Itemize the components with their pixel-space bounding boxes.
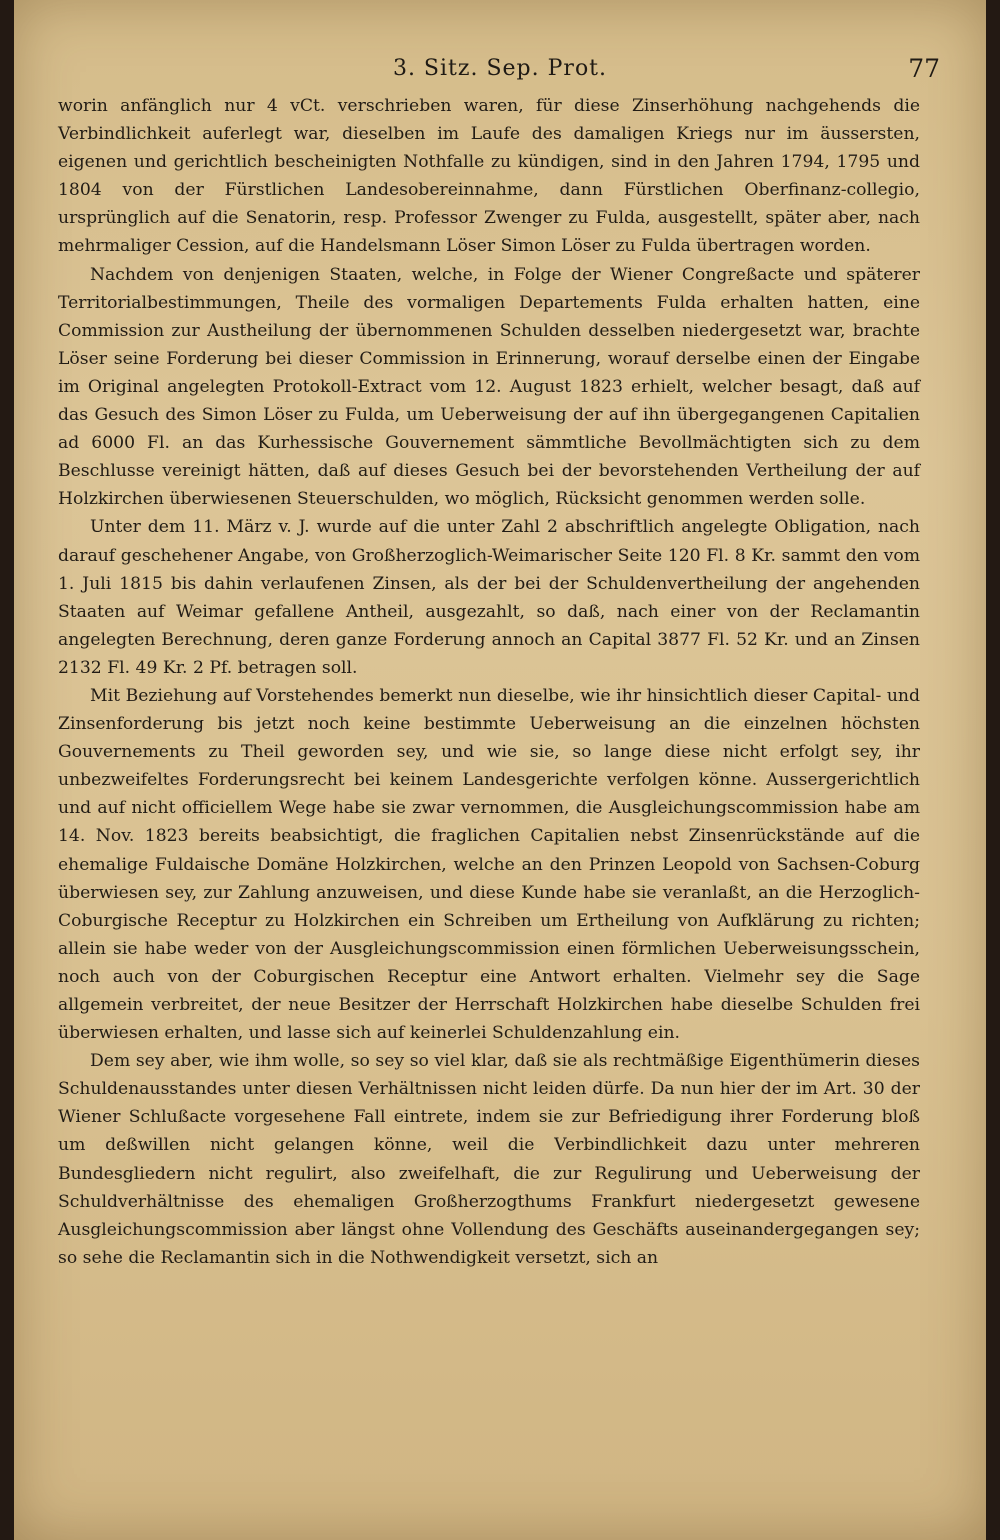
- page-number: 77: [908, 54, 940, 83]
- paragraph-continuation: worin anfänglich nur 4 vCt. verschrieben waren, für diese Zinserhöhung nachgehends die Verbindlichkeit auferlegt war, dieselben im Laufe des damaligen Kriegs nur im äussersten, eigenen und gerichtlich bescheinigten Nothfalle zu kündigen, sind in den Jahren 1794, 1795 und 1804 von der Fürstlichen Landesobereinnahme, dann Fürstlichen Oberfinanz-collegio, ursprünglich auf die Senatorin, resp. Professor Zwenger zu Fulda, ausgestellt, später aber, nach mehrmaliger Cession, auf die Handelsmann Löser Simon Löser zu Fulda übertragen worden.: [58, 96, 920, 257]
- paragraph-commission: Nachdem von denjenigen Staaten, welche, in Folge der Wiener Congreßacte und späterer Territorialbestimmungen, Theile des vormaligen Departements Fulda erhalten hatten, eine Commission zur Austheilung der übernommenen Schulden desselben niedergesetzt war, brachte Löser seine Forderung bei dieser Commission in Erinnerung, worauf derselbe einen der Eingabe im Original angelegten Protokoll-Extract vom 12. August 1823 erhielt, welcher besagt, daß auf das Gesuch des Simon Löser zu Fulda, um Ueberweisung der auf ihn übergegangenen Capitalien ad 6000 Fl. an das Kurhessische Gouvernement sämmtliche Bevollmächtigten sich zu dem Beschlusse vereinigt hätten, daß auf dieses Gesuch bei der bevorstehenden Vertheilung der auf Holzkirchen überwiesenen Steuerschulden, wo möglich, Rücksicht genommen werden solle.: [58, 264, 920, 510]
- text-body: [58, 92, 920, 1272]
- paragraph-conclusion: Dem sey aber, wie ihm wolle, so sey so viel klar, daß sie als rechtmäßige Eigenthümerin dieses Schuldenausstandes unter diesen Verhältnissen nicht leiden dürfe. Da nun hier der im Art. 30 der Wiener Schlußacte vorgesehene Fall eintrete, indem sie zur Befriedigung ihrer Forderung bloß um deßwillen nicht gelangen könne, weil die Verbindlichkeit dazu unter mehreren Bundesgliedern nicht regulirt, also zweifelhaft, die zur Regulirung und Ueberweisung der Schuldverhältnisse des ehemaligen Großherzogthums Frankfurt niedergesetzt gewesene Ausgleichungscommission aber längst ohne Vollendung des Geschäfts auseinandergegangen sey; so sehe die Reclamantin sich in die Nothwendigkeit versetzt, sich an: [58, 1051, 920, 1268]
- paragraph-obligation: Unter dem 11. März v. J. wurde auf die unter Zahl 2 abschriftlich angelegte Obligation, nach darauf geschehener Angabe, von Großherzoglich-Weimarischer Seite 120 Fl. 8 Kr. sammt den vom 1. Juli 1815 bis dahin verlaufenen Zinsen, als der bei der Schuldenvertheilung der angehenden Staaten auf Weimar gefallene Antheil, ausgezahlt, so daß, nach einer von der Reclamantin angelegten Berechnung, deren ganze Forderung annoch an Capital 3877 Fl. 52 Kr. und an Zinsen 2132 Fl. 49 Kr. 2 Pf. betragen soll.: [58, 517, 920, 678]
- page-header: [54, 52, 946, 88]
- paragraph-claim: Mit Beziehung auf Vorstehendes bemerkt nun dieselbe, wie ihr hinsichtlich dieser Capital- und Zinsenforderung bis jetzt noch keine bestimmte Ueberweisung an die einzelnen höchsten Gouvernements zu Theil geworden sey, und wie sie, so lange diese nicht erfolgt sey, ihr unbezweifeltes Forderungsrecht bei keinem Landesgerichte verfolgen könne. Aussergerichtlich und auf nicht officiellem Wege habe sie zwar vernommen, die Ausgleichungscommission habe am 14. Nov. 1823 bereits beabsichtigt, die fraglichen Capitalien nebst Zinsenrückstände auf die ehemalige Fuldaische Domäne Holzkirchen, welche an den Prinzen Leopold von Sachsen-Coburg überwiesen sey, zur Zahlung anzuweisen, und diese Kunde habe sie veranlaßt, an die Herzoglich-Coburgische Receptur zu Holzkirchen ein Schreiben um Ertheilung von Aufklärung zu richten; allein sie habe weder von der Ausgleichungscommission einen förmlichen Ueberweisungsschein, noch auch von der Coburgischen Receptur eine Antwort erhalten. Vielmehr sey die Sage allgemein verbreitet, der neue Besitzer der Herrschaft Holzkirchen habe dieselbe Schulden frei überwiesen erhalten, und lasse sich auf keinerlei Schuldenzahlung ein.: [58, 685, 920, 1044]
- document-page: [14, 0, 986, 1540]
- running-head: 3. Sitz. Sep. Prot.: [392, 56, 608, 81]
